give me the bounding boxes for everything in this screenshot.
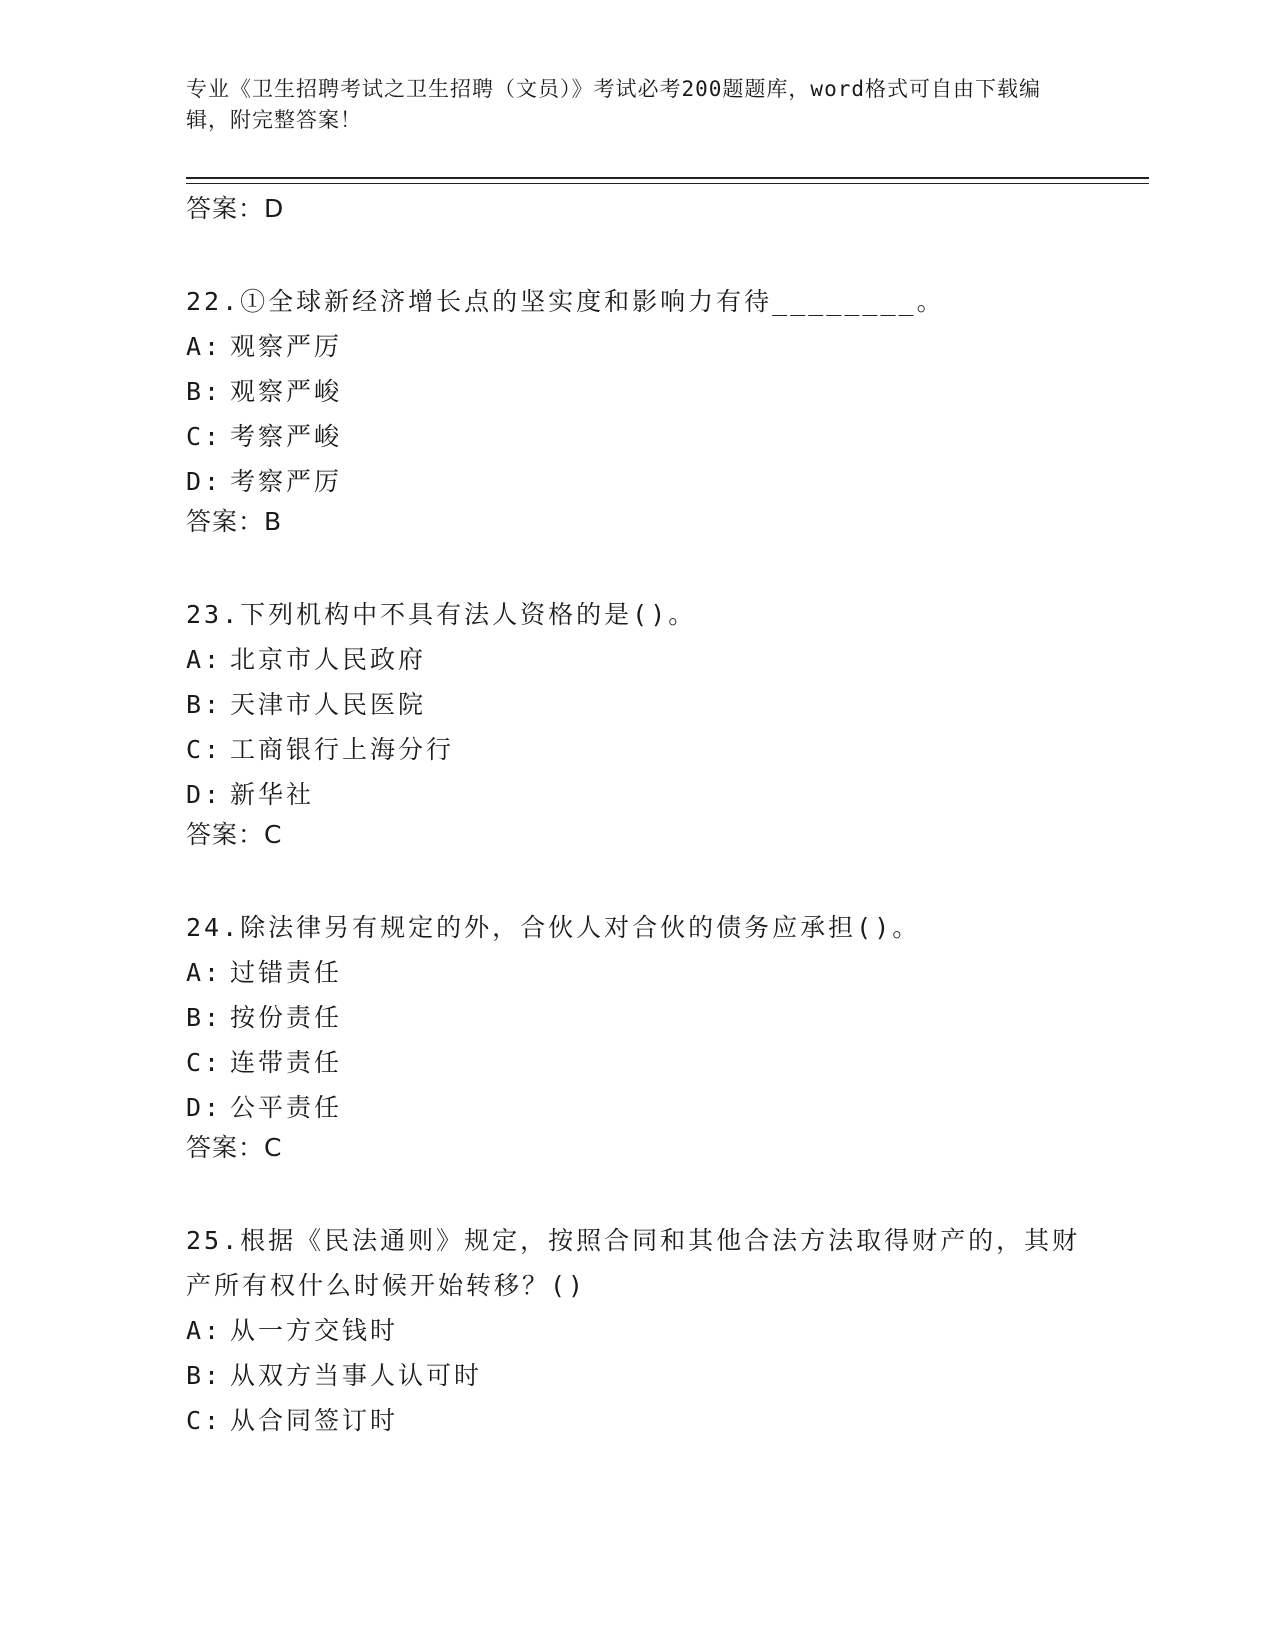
answer-line: 答案：C [186, 820, 283, 849]
option-letter: C: [186, 1406, 223, 1435]
option-d [186, 459, 1086, 504]
answer-line: 答案：D [186, 194, 285, 223]
option-letter: D: [186, 467, 223, 496]
option-letter: C: [186, 735, 223, 764]
question-block [186, 1218, 1086, 1443]
option-text: 连带责任 [230, 1048, 343, 1077]
option-letter: A: [186, 332, 223, 361]
option-text: 天津市人民医院 [230, 690, 427, 719]
header-divider-thin [186, 183, 1149, 184]
option-letter: C: [186, 1048, 223, 1077]
option-letter: A: [186, 645, 223, 674]
option-c [186, 414, 1086, 459]
question-list [186, 191, 1086, 1443]
option-d [186, 772, 1086, 817]
option-text: 工商银行上海分行 [230, 735, 455, 764]
option-b [186, 995, 1086, 1040]
option-a [186, 950, 1086, 995]
document-header: 专业《卫生招聘考试之卫生招聘（文员）》考试必考200题题库，word格式可自由下载编辑，附完整答案！ [186, 77, 1041, 132]
question-block [186, 905, 1086, 1166]
option-a [186, 637, 1086, 682]
option-text: 考察严峻 [230, 422, 343, 451]
option-letter: B: [186, 1361, 223, 1390]
option-b [186, 682, 1086, 727]
option-text: 从合同签订时 [230, 1406, 399, 1435]
option-d [186, 1085, 1086, 1130]
option-text: 从一方交钱时 [230, 1316, 399, 1345]
option-letter: D: [186, 1093, 223, 1122]
option-text: 新华社 [230, 780, 315, 809]
option-letter: B: [186, 690, 223, 719]
option-letter: A: [186, 1316, 223, 1345]
option-b [186, 369, 1086, 414]
option-letter: A: [186, 958, 223, 987]
option-letter: C: [186, 422, 223, 451]
option-letter: B: [186, 377, 223, 406]
question-stem: 22.①全球新经济增长点的坚实度和影响力有待________。 [186, 287, 945, 316]
option-c [186, 1398, 1086, 1443]
option-c [186, 1040, 1086, 1085]
question-stem: 23.下列机构中不具有法人资格的是()。 [186, 600, 697, 629]
option-c [186, 727, 1086, 772]
option-letter: B: [186, 1003, 223, 1032]
option-text: 考察严厉 [230, 467, 343, 496]
option-b [186, 1353, 1086, 1398]
option-letter: D: [186, 780, 223, 809]
question-stem: 25.根据《民法通则》规定，按照合同和其他合法方法取得财产的，其财产所有权什么时候开始转移？() [186, 1226, 1081, 1300]
header-divider-thick [186, 177, 1149, 179]
option-text: 按份责任 [230, 1003, 343, 1032]
option-a [186, 324, 1086, 369]
option-text: 从双方当事人认可时 [230, 1361, 483, 1390]
option-text: 观察严峻 [230, 377, 343, 406]
option-text: 公平责任 [230, 1093, 343, 1122]
answer-line: 答案：B [186, 507, 283, 536]
option-text: 过错责任 [230, 958, 343, 987]
question-block [186, 592, 1086, 853]
question-block [186, 279, 1086, 540]
answer-line: 答案：C [186, 1133, 283, 1162]
question-stem: 24.除法律另有规定的外，合伙人对合伙的债务应承担()。 [186, 913, 921, 942]
option-text: 北京市人民政府 [230, 645, 427, 674]
option-text: 观察严厉 [230, 332, 343, 361]
option-a [186, 1308, 1086, 1353]
